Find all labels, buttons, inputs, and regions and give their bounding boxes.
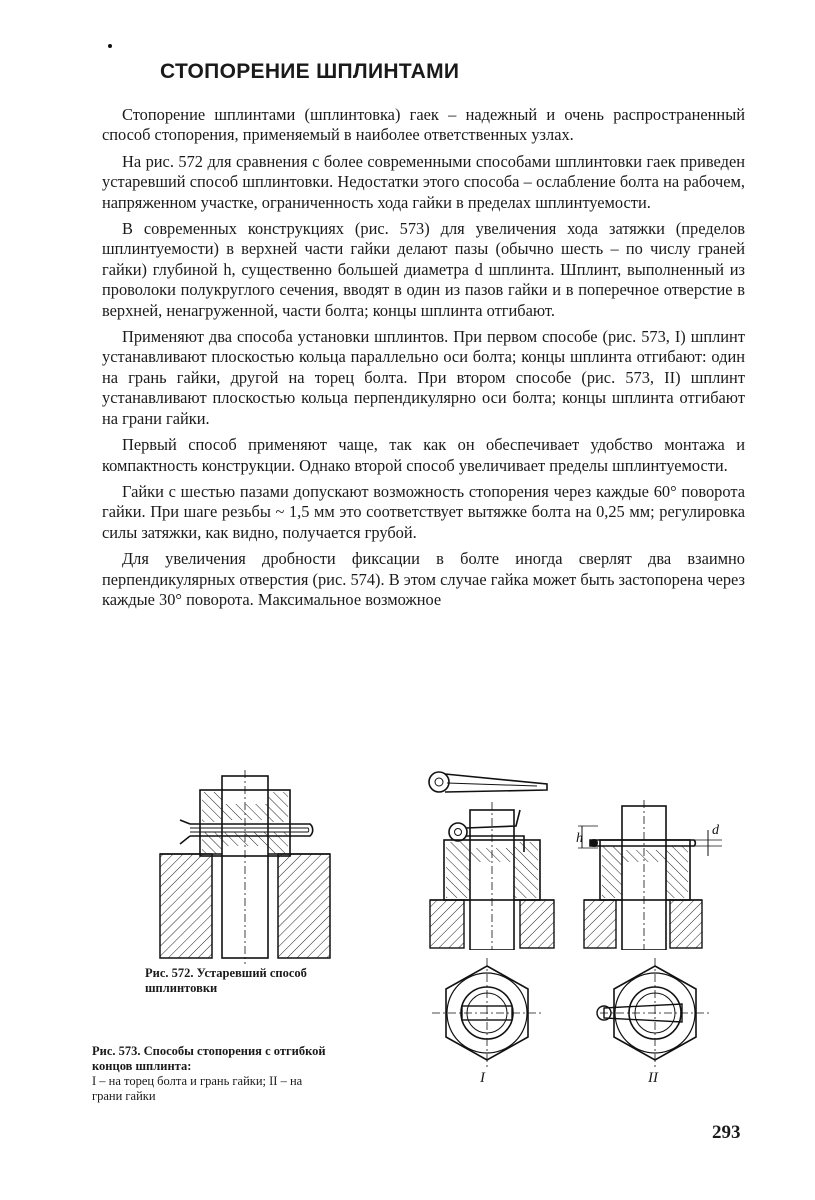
paragraph: В современных конструкциях (рис. 573) для увеличения хода затяжки (пределов шплинтуемости) в верхней части гайки делают пазы (обычно шесть – по числу граней гайки) глубиной h, существенно большей диаметра d шплинта. Шплинт, выполненный из проволоки полукруглого сечения, вводят в один из пазов гайки и в поперечное отверстие в верхней, ненагруженной, части болта; концы шплинта отгибают. [102,219,745,320]
caption-title: Рис. 573. Способы стопорения с отгибкой [92,1044,326,1058]
body-text [102,105,745,616]
figure-572-caption [145,966,375,996]
section-title: СТОПОРЕНИЕ ШПЛИНТАМИ [160,60,460,83]
figure-label-I: I [480,1070,485,1086]
paragraph: На рис. 572 для сравнения с более современными способами шплинтовки гаек приведен устаревший способ шплинтовки. Недостатки этого способа – ослабление болта на рабочем, напряженном участке, ограниченность хода гайки в пределах шплинтуемости. [102,151,745,212]
caption-text: грани гайки [92,1089,156,1103]
paragraph: Гайки с шестью пазами допускают возможность стопорения через каждые 60° поворота гайки. При шаге резьбы ~ 1,5 мм это соответствует вытяжке болта на 0,25 мм; регулировка силы затяжки, как видно, получается грубой. [102,481,745,542]
caption-text: I – на торец болта и грань гайки; II – на [92,1074,303,1088]
paragraph: Применяют два способа установки шплинтов. При первом способе (рис. 573, I) шплинт устанавливают плоскостью кольца параллельно оси болта; концы шплинта отгибают: один на грань гайки, другой на торец болта. При втором способе (рис. 573, II) шплинт устанавливают плоскостью кольца перпендикулярно оси болта; концы шплинта отгибают на грани гайки. [102,327,745,428]
dimension-d-label: d [712,823,719,838]
page-number: 293 [712,1122,741,1143]
figure-572-drawing [150,768,350,964]
caption-title: Рис. 572. Устаревший способ [145,966,307,980]
paragraph: Для увеличения дробности фиксации в болте иногда сверлят два взаимно перпендикулярных отверстия (рис. 574). В этом случае гайка может быть застопорена через каждые 30° поворота. Максимальное возможное [102,549,745,609]
caption-text: концов шплинта: [92,1059,192,1073]
figure-573-section-I [428,800,558,950]
figure-573-section-II [576,800,736,950]
dimension-h-label: h [576,831,583,846]
paragraph: Стопорение шплинтами (шплинтовка) гаек – надежный и очень распространенный способ стопорения, применяемый в наиболее ответственных узлах. [102,105,745,145]
figure-573-caption [92,1044,404,1104]
figure-573-top-view-II [590,958,710,1068]
figure-573-top-view-I [432,958,542,1068]
figure-label-II: II [648,1070,658,1086]
print-speck [108,44,112,48]
paragraph: Первый способ применяют чаще, так как он обеспечивает удобство монтажа и компактность конструкции. Однако второй способ увеличивает пределы шплинтуемости. [102,435,745,475]
caption-text: шплинтовки [145,981,218,995]
